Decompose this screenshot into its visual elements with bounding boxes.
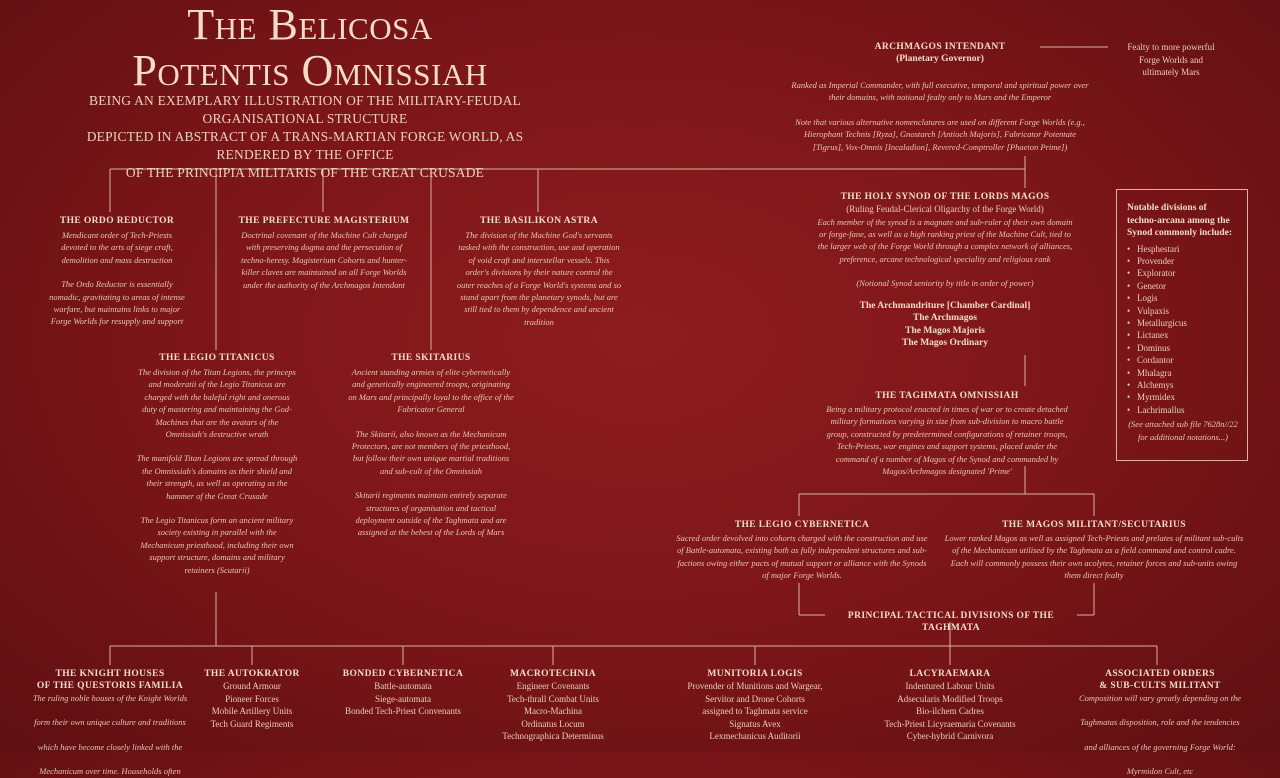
autokrator-line: Mobile Artillery Units — [211, 706, 293, 716]
lacyraemara-heading: LACYRAEMARA — [909, 669, 991, 679]
magos-militant-text: Lower ranked Magos as well as assigned Tech-Priests and prelates of militant sub-cults of the Mechanicum utilised by the Taghmata as a field command and control cadre. Each will commonly possess their own acolytes, retainer forces and sub-units owing them direct fealty — [944, 533, 1244, 581]
legio-cybernetica-text: Sacred order devolved into cohorts charged with the construction and use of Battle-automata, existing both as fully independent structures and sub-factions owing either pacts of mutual support or alliance with the Synods of major Forge Worlds. — [676, 533, 928, 581]
macrotechnia-line: Ordinatus Locum — [521, 718, 585, 729]
legio-titanicus-node — [136, 352, 298, 576]
munitoria-logis-line: assigned to Taghmata service — [702, 706, 808, 716]
knight-houses-line: The ruling noble houses of the Knight Worlds — [32, 693, 188, 703]
legio-titanicus-text-1: The division of the Titan Legions, the princeps and moderatii of the Legio Titanicus are charged with the baleful right and onerous duty of mastering and maintaining the God-Machines that are the avatars of the Omnissiah's destructive wrath — [138, 367, 296, 440]
prefecture-heading: THE PREFECTURE MAGISTERIUM — [238, 216, 410, 226]
division-item: • Dominus — [1127, 342, 1239, 354]
title-line-2: Potentis Omnissiah — [132, 46, 488, 95]
fealty-line-2: Forge Worlds and — [1139, 54, 1203, 65]
autokrator-line: Tech Guard Regiments — [210, 718, 294, 729]
taghmata-text: Being a military protocol enacted in times of war or to create detached military formations varying in size from sub-division to macro battle group, constructed by predetermined configurations of retainer troops, Tech-Priests, war engines and support systems, placed under the command of a number of Magos of the Synod and commanded by Magos/Archmagos designated 'Prime' — [826, 404, 1068, 477]
synod-rank-3: The Magos Majoris — [905, 325, 985, 336]
basilikon-text: The division of the Machine God's servants tasked with the construction, use and operation of void craft and interstellar vessels. This order's divisions by their nature control the outer reaches of a Forge World's systems and so stand apart from the planetary synods, but are still tied to them by dependence and ancient tradition — [456, 230, 622, 327]
legio-cybernetica-node — [674, 519, 930, 582]
knight-houses-line: Mechanicum over time. Households often — [39, 766, 181, 777]
basilikon-heading: THE BASILIKON ASTRA — [480, 216, 598, 226]
fealty-line-3: ultimately Mars — [1142, 67, 1200, 77]
legio-cybernetica-heading: THE LEGIO CYBERNETICA — [734, 520, 870, 530]
division-item: • Provender — [1127, 255, 1239, 267]
macrotechnia-line: Engineer Covenants — [516, 681, 590, 691]
macrotechnia-line: Technographica Determinus — [502, 731, 604, 741]
basilikon-node — [456, 215, 622, 328]
knight-houses-line: form their own unique culture and traditions — [34, 717, 186, 728]
macrotechnia-line: Macro-Machina — [524, 706, 582, 716]
division-item: • Metallurgicus — [1127, 317, 1239, 329]
subtitle-line-2: DEPICTED IN ABSTRACT OF A TRANS-MARTIAN FORGE WORLD, AS RENDERED BY THE OFFICE — [86, 129, 524, 162]
autokrator-node — [192, 668, 312, 730]
prefecture-text: Doctrinal covenant of the Machine Cult charged with preserving dogma and the persecution of techno-heresy. Magisterium Cohorts and hunter-killer claves are maintained on all Forge Worlds under the authority of the Archmagos Intendant — [241, 230, 407, 290]
synod-rank-1: The Archmandriture [Chamber Cardinal] — [859, 300, 1031, 311]
lacyraemara-line: Bio-ilchem Cadres — [916, 706, 984, 716]
division-item: • Alchemys — [1127, 379, 1239, 391]
legio-titanicus-heading: THE LEGIO TITANICUS — [159, 353, 275, 363]
archmagos-text-1: Ranked as Imperial Commander, with full executive, temporal and spiritual power over their domains, with notional fealty only to Mars and the Emperor — [791, 80, 1089, 103]
associated-orders-line: Composition will vary greatly depending on the — [1078, 693, 1242, 703]
macrotechnia-heading: MACROTECHNIA — [509, 669, 597, 679]
ordo-reductor-text-1: Mendicant order of Tech-Priests devoted to the arts of siege craft, demolition and mass destruction — [61, 230, 173, 265]
skitarius-text-3: Skitarii regiments maintain entirely separate structures of organisation and tactical deployment outside of the Taghmata and are assigned at the behest of the Lords of Mars — [355, 490, 507, 538]
division-item: • Vulpaxis — [1127, 305, 1239, 317]
autokrator-line: Pioneer Forces — [225, 693, 279, 704]
synod-heading: THE HOLY SYNOD OF THE LORDS MAGOS — [840, 192, 1050, 202]
skitarius-text-2: The Skitarii, also known as the Mechanicum Protectors, are not members of the priesthood, but follow their own unique martial traditions and sub-cult of the Omnissiah — [351, 428, 511, 476]
bonded-cybernetica-line: Siege-automata — [375, 693, 431, 704]
macrotechnia-line: Tech-thrall Combat Units — [507, 693, 599, 704]
ordo-reductor-node — [48, 215, 186, 328]
skitarius-heading: THE SKITARIUS — [391, 353, 471, 363]
knight-houses-heading: THE KNIGHT HOUSES — [55, 669, 165, 679]
bonded-cybernetica-line: Battle-automata — [374, 681, 432, 691]
knight-houses-node — [14, 668, 206, 778]
munitoria-logis-line: Signatus Avex — [729, 718, 781, 729]
lacyraemara-line: Indentured Labour Units — [905, 681, 995, 691]
division-item: • Hesphestari — [1127, 243, 1239, 255]
munitoria-logis-line: Servitor and Drone Cohorts — [705, 693, 805, 704]
archmagos-subheading: (Planetary Governor) — [896, 54, 984, 64]
macrotechnia-node — [488, 668, 618, 743]
associated-orders-line: Myrmidon Cult, etc — [1126, 766, 1194, 777]
lacyraemara-line: Cyber-hybrid Carnivora — [906, 731, 994, 741]
division-item: • Lictanex — [1127, 329, 1239, 341]
division-item: • Myrmidex — [1127, 391, 1239, 403]
magos-militant-heading: THE MAGOS MILITANT/SECUTARIUS — [1002, 520, 1186, 530]
taghmata-heading: THE TAGHMATA OMNISSIAH — [875, 391, 1019, 401]
lacyraemara-node — [860, 668, 1040, 743]
synod-rank-2: The Archmagos — [913, 313, 977, 324]
archmagos-text-2: Note that various alternative nomenclatures are used on different Forge Worlds (e.g., Hierophant Technis [Ryza], Gnostarch [Antioch Majoris], Fabricator Potentate [Tigrus], Vox-Omnis [Incaladion], Revered-Comptroller [Phaeton Prime]) — [795, 116, 1085, 152]
lacyraemara-line: Tech-Priest Licyraemaria Covenants — [884, 718, 1016, 729]
legio-titanicus-text-2: The manifold Titan Legions are spread through the Omnissiah's domains as their shield and their strength, as well as operating as the hammer of the Great Crusade — [136, 453, 298, 501]
ordo-reductor-heading: THE ORDO REDUCTOR — [59, 216, 175, 226]
bonded-cybernetica-line: Bonded Tech-Priest Convenants — [345, 706, 461, 716]
ordo-reductor-text-2: The Ordo Reductor is essentially nomadic, gravitating to areas of intense warfare, but maintains links to major Forge Worlds for resupply and support — [49, 279, 185, 327]
associated-orders-heading-2: & SUB-CULTS MILITANT — [1099, 681, 1221, 691]
divisions-box-heading: Notable divisions of techno-arcana among the Synod commonly include: — [1127, 203, 1233, 238]
synod-node — [815, 191, 1075, 350]
knight-houses-heading-2: OF THE QUESTORIS FAMILIA — [36, 681, 184, 691]
fealty-note — [1112, 41, 1230, 79]
munitoria-logis-line: Provender of Munitions and Wargear, — [687, 681, 823, 691]
bonded-cybernetica-heading: BONDED CYBERNETICA — [342, 669, 464, 679]
skitarius-node — [348, 352, 514, 539]
munitoria-logis-heading: MUNITORIA LOGIS — [707, 669, 803, 679]
bonded-cybernetica-node — [328, 668, 478, 718]
associated-orders-line: Taghmatas disposition, role and the tendencies — [1080, 717, 1240, 728]
subtitle-line-1: BEING AN EXEMPLARY ILLUSTRATION OF THE MILITARY-FEUDAL ORGANISATIONAL STRUCTURE — [89, 93, 521, 126]
subtitle-line-3: OF THE PRINCIPIA MILITARIS OF THE GREAT CRUSADE — [125, 165, 485, 180]
skitarius-text-1: Ancient standing armies of elite cybernetically and genetically engineered troops, originating on Mars and principally loyal to the office of the Fabricator General — [348, 367, 514, 415]
divisions-list — [1127, 243, 1239, 417]
title-line-1: The Belicosa — [187, 0, 433, 49]
archmagos-node — [790, 41, 1090, 153]
fealty-line-1: Fealty to more powerful — [1127, 42, 1215, 52]
divisions-box — [1116, 189, 1248, 461]
divisions-box-note: (See attached sub file 7628n//22 for additional notations...) — [1128, 419, 1238, 442]
associated-orders-node — [1062, 668, 1258, 778]
munitoria-logis-node — [665, 668, 845, 743]
page-title — [120, 2, 500, 94]
division-item: • Lachrimallus — [1127, 404, 1239, 416]
synod-text: Each member of the synod is a magnate and sub-ruler of their own domain or forge-fane, as well as a high ranking priest of the Machine Cult, tied to the larger web of the Forge World through a complex network of alliances, preference, arcane technological speciality and religious rank — [817, 216, 1073, 264]
prefecture-node — [237, 215, 411, 291]
division-item: • Mhalagra — [1127, 367, 1239, 379]
associated-orders-heading: ASSOCIATED ORDERS — [1105, 669, 1215, 679]
page-subtitle — [55, 92, 555, 182]
synod-subheading: (Ruling Feudal-Clerical Oligarchy of the Forge World) — [846, 204, 1044, 214]
principal-divisions-label: PRINCIPAL TACTICAL DIVISIONS OF THE TAGHMATA — [847, 611, 1055, 633]
legio-titanicus-text-3: The Legio Titanicus form an ancient military society existing in parallel with the Mechanicum priesthood, including their own support structure, domains and military retainers (Scutarii) — [140, 515, 294, 575]
division-item: • Explorator — [1127, 267, 1239, 279]
division-item: • Cordantor — [1127, 354, 1239, 366]
knight-houses-line: which have become closely linked with the — [37, 741, 183, 752]
archmagos-heading: ARCHMAGOS INTENDANT — [874, 42, 1006, 52]
synod-rank-4: The Magos Ordinary — [901, 338, 989, 349]
division-item: • Genetor — [1127, 280, 1239, 292]
lacyraemara-line: Adsecularis Modified Troops — [897, 693, 1003, 704]
synod-note: (Notional Synod seniority by title in order of power) — [856, 278, 1034, 289]
taghmata-node — [822, 390, 1072, 477]
magos-militant-node — [944, 519, 1244, 582]
autokrator-heading: THE AUTOKRATOR — [204, 669, 300, 679]
autokrator-line: Ground Armour — [223, 681, 281, 691]
division-item: • Logis — [1127, 292, 1239, 304]
associated-orders-line: and alliances of the governing Forge World: — [1084, 741, 1236, 752]
munitoria-logis-line: Lexmechanicus Auditorii — [709, 731, 801, 741]
